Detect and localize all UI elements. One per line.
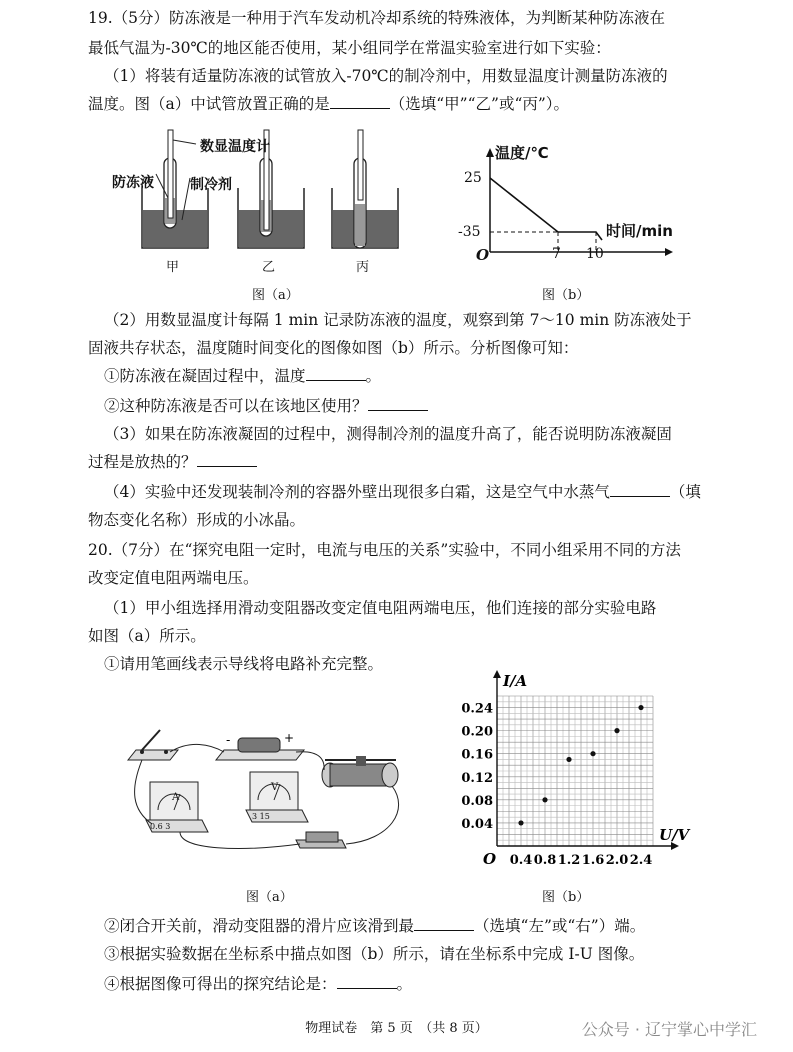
meter-a-label: A xyxy=(172,792,180,803)
fig20a-caption: 图（a） xyxy=(246,890,293,905)
q19-line-4-text: 温度。图（a）中试管放置正确的是 xyxy=(88,95,330,113)
q19-line-4 xyxy=(88,94,569,114)
q20-line-2: 改变定值电阻两端电压。 xyxy=(88,569,259,587)
fig19b-y-low: -35 xyxy=(458,224,481,240)
q19-line-11-text: （4）实验中还发现装制冷剂的容器外壁出现很多白霜，这是空气中水蒸气 xyxy=(104,483,610,501)
answer-blank[interactable] xyxy=(368,396,428,411)
meter-v-label: V xyxy=(271,782,279,793)
q19-line-9: （3）如果在防冻液凝固的过程中，测得制冷剂的温度升高了，能否说明防冻液凝固 xyxy=(104,425,672,443)
meter-v-scale: 3 15 xyxy=(252,812,270,821)
fig19b-x1: 7 xyxy=(552,246,561,262)
q19-line-11 xyxy=(104,482,701,502)
data-point xyxy=(614,728,619,733)
fig19b-caption: 图（b） xyxy=(542,288,590,303)
q20-line-8-text: ④根据图像可得出的探究结论是： xyxy=(104,975,337,993)
y-axis-arrow xyxy=(486,148,494,157)
label-yi: 乙 xyxy=(262,260,276,275)
q20-line-3: （1）甲小组选择用滑动变阻器改变定值电阻两端电压，他们连接的部分实验电路 xyxy=(104,599,657,617)
q19-line-7-text: ①防冻液在凝固过程中，温度 xyxy=(104,367,306,385)
x-tick-label: 1.6 xyxy=(581,853,605,868)
q20-line-6-tail: （选填“左”或“右”）端。 xyxy=(474,917,646,935)
label-bing: 丙 xyxy=(356,260,370,275)
q19-line-7 xyxy=(104,366,381,386)
x-tick-label: 2.4 xyxy=(629,853,653,868)
q20-line-4: 如图（a）所示。 xyxy=(88,627,206,645)
x-axis-label: U/V xyxy=(659,826,690,844)
fig19b-y-top: 25 xyxy=(464,170,482,186)
q19-line-2: 最低气温为-30℃的地区能否使用，某小组同学在常温实验室进行如下实验： xyxy=(88,39,611,57)
page-footer: 物理试卷 第 5 页 （共 8 页） xyxy=(305,1021,488,1036)
fig20b-iu-chart xyxy=(455,672,690,881)
origin-label: O xyxy=(483,850,497,868)
fixed-resistor xyxy=(216,731,304,760)
q20-line-8-tail: 。 xyxy=(396,975,413,993)
x-tick-label: 0.4 xyxy=(509,853,533,868)
data-point xyxy=(542,797,547,802)
q20-line-8 xyxy=(104,974,412,994)
temp-curve xyxy=(490,178,602,240)
q20-line-6 xyxy=(104,916,645,936)
q19-line-10-text: 过程是放热的？ xyxy=(88,453,197,471)
q19-line-4-tail: （选填“甲”“乙”或“丙”）。 xyxy=(389,95,570,113)
fig19b-x2: 10 xyxy=(586,246,604,262)
x-tick-label: 2.0 xyxy=(605,853,629,868)
q20-line-6-text: ②闭合开关前，滑动变阻器的滑片应该滑到最 xyxy=(104,917,415,935)
answer-blank[interactable] xyxy=(330,94,390,109)
label-antifreeze: 防冻液 xyxy=(112,175,154,191)
battery xyxy=(296,832,346,848)
q20-line-1: 20.（7分）在“探究电阻一定时，电流与电压的关系”实验中，不同小组采用不同的方法 xyxy=(88,541,681,559)
fig20a-circuit xyxy=(120,720,440,865)
sliding-rheostat xyxy=(322,756,398,787)
q19-line-8-text: ②这种防冻液是否可以在该地区使用？ xyxy=(104,397,368,415)
answer-blank[interactable] xyxy=(306,366,366,381)
answer-blank[interactable] xyxy=(197,452,257,467)
label-jia: 甲 xyxy=(166,260,180,275)
q19-line-10 xyxy=(88,452,257,472)
y-axis-arrow xyxy=(493,670,501,678)
q19-line-8 xyxy=(104,396,428,416)
x-tick-label: 1.2 xyxy=(557,853,581,868)
y-tick-label: 0.24 xyxy=(461,701,493,717)
y-tick-label: 0.08 xyxy=(461,793,493,809)
meter-a-scale: 0.6 3 xyxy=(150,822,171,831)
q19-line-7-tail: 。 xyxy=(365,367,382,385)
svg-text:-: - xyxy=(226,733,231,747)
switch xyxy=(128,730,178,760)
q19-line-6: 固液共存状态，温度随时间变化的图像如图（b）所示。分析图像可知： xyxy=(88,339,579,357)
fig20b-caption: 图（b） xyxy=(542,890,590,905)
q19-line-5: （2）用数显温度计每隔 1 min 记录防冻液的温度，观察到第 7～10 min 防冻液处于 xyxy=(104,311,692,329)
watermark: 公众号 · 辽宁掌心中学汇 xyxy=(581,1020,757,1039)
data-point xyxy=(638,705,643,710)
y-tick-label: 0.04 xyxy=(461,816,493,832)
q20-line-7: ③根据实验数据在坐标系中描点如图（b）所示，请在坐标系中完成 I-U 图像。 xyxy=(104,945,645,963)
fig19a-caption: 图（a） xyxy=(252,288,299,303)
fig19a-test-tubes xyxy=(110,128,430,268)
x-tick-label: 0.8 xyxy=(533,853,557,868)
label-coolant: 制冷剂 xyxy=(190,177,232,193)
y-tick-label: 0.16 xyxy=(461,747,493,763)
label-thermometer: 数显温度计 xyxy=(200,139,270,155)
fig19b-xlabel: 时间/min xyxy=(606,222,673,240)
answer-blank[interactable] xyxy=(337,974,397,989)
q20-line-5: ①请用笔画线表示导线将电路补充完整。 xyxy=(104,655,384,673)
fig19b-ylabel: 温度/℃ xyxy=(495,144,549,162)
beaker-bing xyxy=(332,130,398,248)
answer-blank[interactable] xyxy=(610,482,670,497)
answer-blank[interactable] xyxy=(414,916,474,931)
data-point xyxy=(518,820,523,825)
q19-line-3: （1）将装有适量防冻液的试管放入-70℃的制冷剂中，用数显温度计测量防冻液的 xyxy=(104,67,668,85)
y-tick-label: 0.20 xyxy=(461,724,493,740)
q19-line-11-tail: （填 xyxy=(669,483,701,501)
q19-line-12: 物态变化名称）形成的小冰晶。 xyxy=(88,511,306,529)
y-tick-label: 0.12 xyxy=(461,770,493,786)
y-axis-label: I/A xyxy=(503,672,528,690)
data-point xyxy=(566,757,571,762)
x-axis-arrow xyxy=(665,248,673,256)
q19-line-1: 19.（5分）防冻液是一种用于汽车发动机冷却系统的特殊液体，为判断某种防冻液在 xyxy=(88,9,666,27)
data-point xyxy=(590,751,595,756)
svg-text:+: + xyxy=(284,731,295,745)
fig19b-origin: O xyxy=(476,246,490,264)
